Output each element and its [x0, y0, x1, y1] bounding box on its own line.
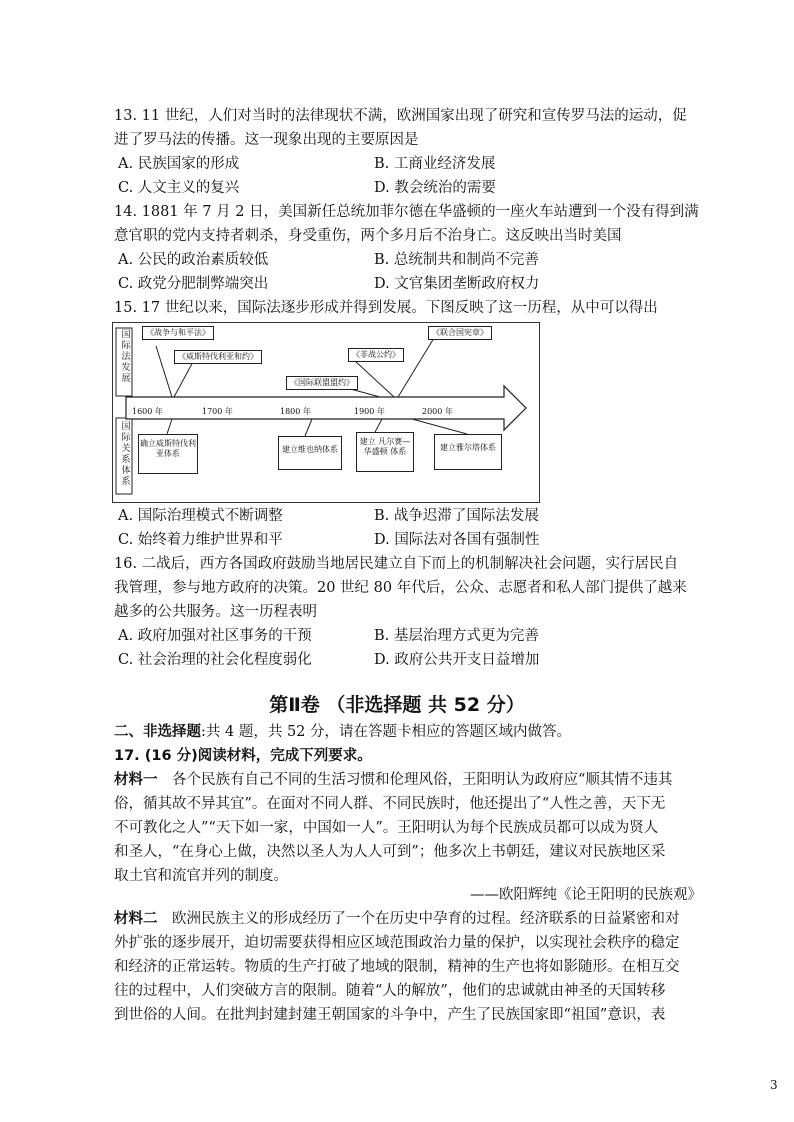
q14-option-c: C. 政党分肥制弊端突出 — [118, 276, 269, 292]
q16-option-d: D. 政府公共开支日益增加 — [374, 652, 540, 668]
q13-options-row2 — [118, 177, 708, 201]
q16-stem-line1: 16. 二战后，西方各国政府鼓励当地居民建立自下而上的机制解决社会问题，实行居民自 — [114, 556, 679, 572]
q13-option-d: D. 教会统治的需要 — [374, 180, 496, 196]
q15-option-a: A. 国际治理模式不断调整 — [118, 508, 283, 524]
treaty-kellogg-briand: 《非战公约》 — [348, 348, 404, 362]
section-2-intro-label: 二、非选择题 — [114, 724, 201, 740]
q14-option-a: A. 公民的政治素质较低 — [118, 252, 269, 268]
q15-options-row1 — [118, 505, 708, 529]
q17-material1-line3: 不可教化之人”“天下如一家，中国如一人”。王阳明认为每个民族成员都可以成为贤人 — [114, 820, 659, 836]
q16-options-row1 — [118, 625, 708, 649]
system-versailles-washington: 建立 凡尔赛—华盛顿 体系 — [356, 432, 414, 472]
upper-axis-label: 国际法发展 — [121, 330, 131, 384]
international-law-timeline-diagram — [112, 322, 540, 503]
q16-stem-line2: 我管理，参与地方政府的决策。20 世纪 80 年代后，公众、志愿者和私人部门提供了越来 — [114, 580, 687, 596]
q15-option-c: C. 始终着力维护世界和平 — [118, 532, 283, 548]
section-2-title: 第Ⅱ卷 （非选择题 共 52 分） — [269, 694, 525, 716]
q14-option-d: D. 文官集团垄断政府权力 — [374, 276, 540, 292]
treaty-war-and-peace: 《战争与和平法》 — [142, 326, 214, 340]
q17-material2-line4: 往的过程中，人们突破方言的限制。随着“人的解放”，他们的忠诚就由神圣的天国转移 — [114, 983, 666, 999]
q17-material2-line5: 到世俗的人间。在批判封建封建王朝国家的斗争中，产生了民族国家即“祖国”意识，表 — [114, 1007, 666, 1023]
system-vienna: 建立维也纳体系 — [278, 436, 342, 470]
q13-stem-line2: 进了罗马法的传播。这一现象出现的主要原因是 — [114, 132, 419, 148]
q16-option-a: A. 政府加强对社区事务的干预 — [118, 628, 312, 644]
year-2000: 2000 年 — [422, 407, 453, 416]
year-1900: 1900 年 — [354, 407, 385, 416]
q13-option-b: B. 工商业经济发展 — [374, 156, 496, 172]
q15-option-d: D. 国际法对各国有强制性 — [374, 532, 540, 548]
treaty-league-covenant: 《国际联盟盟约》 — [286, 376, 358, 390]
q14-option-b: B. 总统制共和制尚不完善 — [374, 252, 539, 268]
q17-material1-line4: 和圣人，“在身心上做，决然以圣人为人人可到”；他多次上书朝廷，建议对民族地区采 — [114, 844, 666, 860]
q17-material2-line3: 和经济的正常运转。物质的生产打破了地域的限制，精神的生产也将如影随形。在相互交 — [114, 959, 680, 975]
q13-option-c: C. 人文主义的复兴 — [118, 180, 240, 196]
year-1700: 1700 年 — [202, 407, 233, 416]
q14-stem-line1: 14. 1881 年 7 月 2 日，美国新任总统加菲尔德在华盛顿的一座火车站遭到一个没有得到满 — [114, 204, 699, 220]
q13-option-a: A. 民族国家的形成 — [118, 156, 240, 172]
material2-label: 材料二 — [114, 911, 158, 927]
q16-options-row2 — [118, 649, 708, 673]
year-1800: 1800 年 — [280, 407, 311, 416]
treaty-un-charter: 《联合国宪章》 — [428, 326, 492, 340]
q14-stem-line2: 意官职的党内支持者刺杀，身受重伤，两个多月后不治身亡。这反映出当时美国 — [114, 228, 622, 244]
q15-options-row2 — [118, 529, 708, 553]
system-westphalia: 确立威斯特伐利亚体系 — [138, 434, 198, 474]
q17-material2-line1 — [114, 908, 704, 932]
material1-text-1: 各个民族有自己不同的生活习惯和伦理风俗，王阳明认为政府应“顺其情不违其 — [157, 772, 673, 788]
material1-label: 材料一 — [114, 772, 158, 788]
q14-options-row2 — [118, 273, 708, 297]
q17-material1-line1 — [114, 769, 704, 793]
q13-options-row1 — [118, 153, 708, 177]
q17-material2-line2: 外扩张的逐步展开，迫切需要获得相应区域范围政治力量的保护，以实现社会秩序的稳定 — [114, 935, 680, 951]
year-1600: 1600 年 — [132, 407, 163, 416]
q15-stem: 15. 17 世纪以来，国际法逐步形成并得到发展。下图反映了这一历程，从中可以得出 — [114, 300, 658, 316]
q17-material1-line2: 俗，循其故不异其宜”。在面对不同人群、不同民族时，他还提出了“人性之善，天下无 — [114, 796, 666, 812]
q17-material1-line5: 取土官和流官并列的制度。 — [114, 868, 288, 884]
page-number: 3 — [770, 1078, 778, 1092]
lower-axis-label: 国际关系体系 — [121, 422, 131, 487]
treaty-westphalia: 《威斯特伐利亚和约》 — [174, 350, 262, 364]
q14-options-row1 — [118, 249, 708, 273]
q16-option-c: C. 社会治理的社会化程度弱化 — [118, 652, 312, 668]
material1-source: ——欧阳辉纯《论王阳明的民族观》 — [470, 887, 702, 903]
q13-stem-line1: 13. 11 世纪，人们对当时的法律现状不满，欧洲国家出现了研究和宣传罗马法的运动，促 — [114, 108, 687, 124]
q16-stem-line3: 越多的公共服务。这一历程表明 — [114, 604, 317, 620]
material2-text-1: 欧洲民族主义的形成经历了一个在历史中孕育的过程。经济联系的日益紧密和对 — [157, 911, 680, 927]
q16-option-b: B. 基层治理方式更为完善 — [374, 628, 539, 644]
section-2-intro — [114, 721, 704, 745]
system-yalta: 建立雅尔塔体系 — [434, 434, 502, 470]
q17-heading: 17. (16 分)阅读材料，完成下列要求。 — [114, 748, 372, 764]
q15-option-b: B. 战争迟滞了国际法发展 — [374, 508, 539, 524]
section-2-intro-text: :共 4 题，共 52 分，请在答题卡相应的答题区域内做答。 — [201, 724, 571, 740]
